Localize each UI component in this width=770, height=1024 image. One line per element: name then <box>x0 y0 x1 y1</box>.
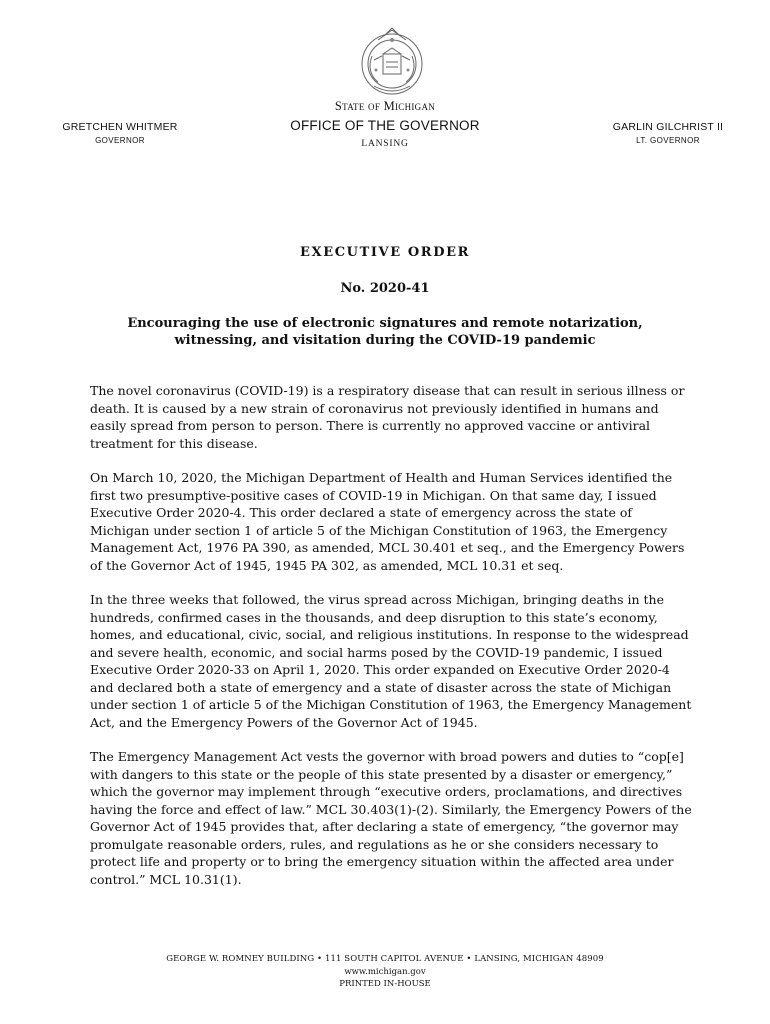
body-paragraph: In the three weeks that followed, the virus spread across Michigan, bringing deaths in the hundreds, confirmed cases in the thousands, and deep disruption to this state’s economy, homes, and educational, civic, social, and religious institutions. In response to the widespread and severe health, economic, and social harms posed by the COVID-19 pandemic, I issued Executive Order 2020-33 on April 1, 2020. This order expanded on Executive Order 2020-4 and declared both a state of emergency and a state of disaster across the state of Michigan under section 1 of article 5 of the Michigan Constitution of 1963, the Emergency Management Act, and the Emergency Powers of the Governor Act of 1945. <box>90 592 692 730</box>
city-label: LANSING <box>361 139 409 149</box>
office-of-the-governor-label: OFFICE OF THE GOVERNOR <box>290 118 480 133</box>
order-number: No. 2020-41 <box>340 281 430 296</box>
order-subtitle: Encouraging the use of electronic signatures and remote notarization, witnessing, and visitation during the COVID-19 pandemic <box>127 316 643 348</box>
body-paragraph: The novel coronavirus (COVID-19) is a respiratory disease that can result in serious illness or death. It is caused by a new strain of coronavirus not previously identified in humans and easily spread from person to person. There is currently no approved vaccine or antiviral treatment for this disease. <box>90 383 685 451</box>
michigan-state-seal-icon <box>356 26 428 98</box>
lt-governor-name: GARLIN GILCHRIST II <box>612 121 724 133</box>
governor-name: GRETCHEN WHITMER <box>62 121 178 133</box>
order-body <box>90 382 695 905</box>
state-of-michigan-label: State of Michigan <box>334 99 436 113</box>
body-paragraph: On March 10, 2020, the Michigan Department of Health and Human Services identified the first two presumptive-positive cases of COVID-19 in Michigan. On that same day, I issued Executive Order 2020-4. This order declared a state of emergency across the state of Michigan under section 1 of article 5 of the Michigan Constitution of 1963, the Emergency Management Act, 1976 PA 390, as amended, MCL 30.401 et seq., and the Emergency Powers of the Governor Act of 1945, 1945 PA 302, as amended, MCL 10.31 et seq. <box>90 470 685 573</box>
footer-printed: PRINTED IN-HOUSE <box>339 979 431 989</box>
executive-order-heading: EXECUTIVE ORDER <box>300 245 470 260</box>
footer-address: GEORGE W. ROMNEY BUILDING • 111 SOUTH CAPITOL AVENUE • LANSING, MICHIGAN 48909 <box>166 954 604 964</box>
body-paragraph: The Emergency Management Act vests the governor with broad powers and duties to “cop[e] with dangers to this state or the people of this state presented by a disaster or emergency,” which the governor may implement through “executive orders, proclamations, and directives having the force and effect of law.” MCL 30.403(1)-(2). Similarly, the Emergency Powers of the Governor Act of 1945 provides that, after declaring a state of emergency, “the governor may promulgate reasonable orders, rules, and regulations as he or she considers necessary to protect life and property or to bring the emergency situation within the affected area under control.” MCL 10.31(1). <box>90 749 692 887</box>
governor-title: GOVERNOR <box>95 136 145 145</box>
footer-website: www.michigan.gov <box>344 967 426 977</box>
lt-governor-title: LT. GOVERNOR <box>636 136 700 145</box>
